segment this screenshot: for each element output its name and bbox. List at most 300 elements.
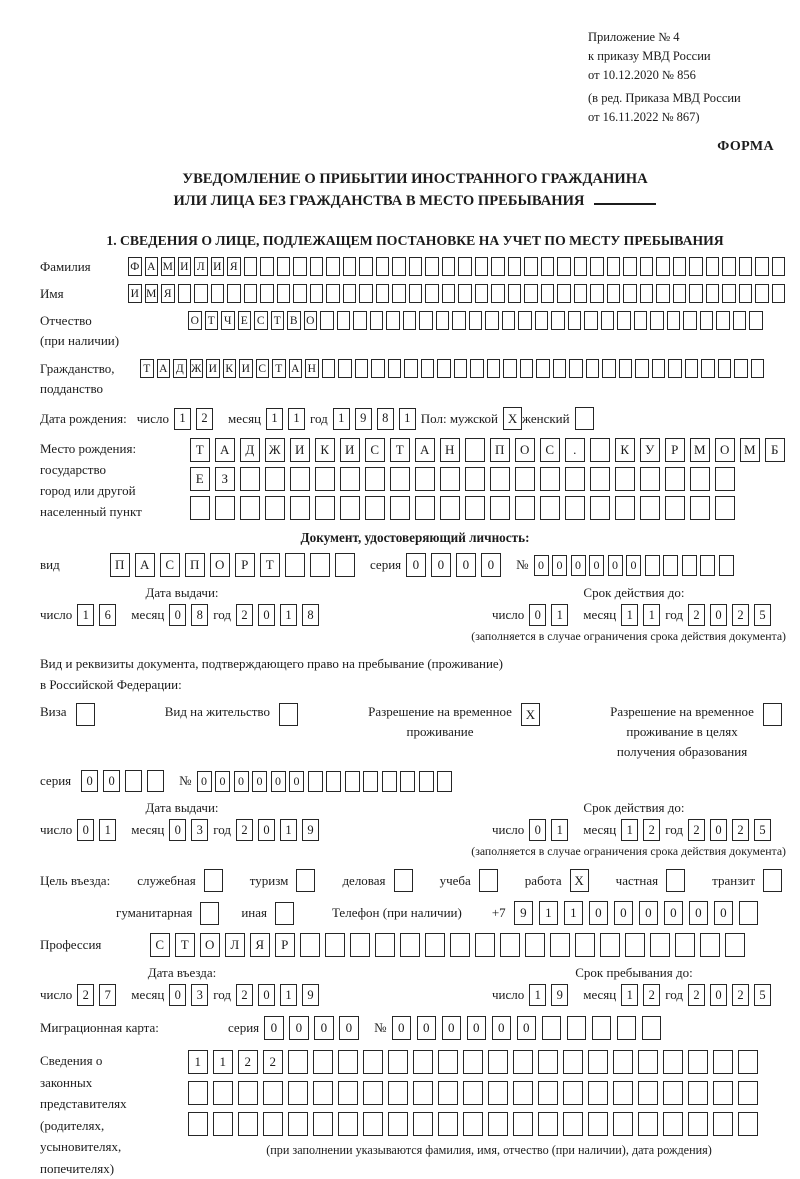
char-cell <box>194 284 208 303</box>
char-cell: С <box>365 438 385 462</box>
char-cell <box>419 771 434 792</box>
passport-valid-year-cells <box>688 604 776 626</box>
char-cell <box>688 1112 708 1136</box>
char-cell <box>491 257 505 276</box>
surname-row <box>40 257 790 276</box>
visa-checkbox <box>76 703 95 726</box>
given-name-label: Имя <box>40 286 128 302</box>
char-cell <box>285 553 305 577</box>
passport-series-cells <box>406 553 506 577</box>
residence-doc-intro <box>40 653 790 695</box>
char-cell <box>265 467 285 491</box>
char-cell <box>575 407 594 430</box>
char-cell: 7 <box>99 984 116 1006</box>
passport-valid-month-cells <box>621 604 665 626</box>
char-cell <box>491 284 505 303</box>
char-cell: 0 <box>264 1016 284 1040</box>
char-cell <box>638 1050 658 1074</box>
temp-residence-edu-line3: получения образования <box>610 742 754 762</box>
purpose-official-label: служебная <box>137 873 196 889</box>
char-cell <box>563 1050 583 1074</box>
char-cell <box>288 1050 308 1074</box>
char-cell <box>244 257 258 276</box>
permit-number-cells <box>197 771 456 792</box>
purpose-work <box>525 869 589 892</box>
char-cell <box>588 1050 608 1074</box>
char-cell <box>438 1112 458 1136</box>
char-cell <box>388 359 402 378</box>
char-cell: Я <box>161 284 175 303</box>
char-cell <box>536 359 550 378</box>
char-cell <box>400 771 415 792</box>
char-cell <box>475 257 489 276</box>
char-cell: В <box>287 311 301 330</box>
purpose-business-label: деловая <box>342 873 385 889</box>
char-cell <box>338 359 352 378</box>
char-cell <box>313 1050 333 1074</box>
char-cell: 1 <box>621 604 638 626</box>
char-cell <box>438 1081 458 1105</box>
char-cell: . <box>565 438 585 462</box>
char-cell: 2 <box>732 819 749 841</box>
entry-day-cells <box>77 984 121 1006</box>
char-cell <box>700 311 714 330</box>
purpose-private-label: частная <box>616 873 658 889</box>
char-cell: 1 <box>643 604 660 626</box>
char-cell <box>635 359 649 378</box>
purpose-tourism-label: туризм <box>250 873 289 889</box>
representatives-line3-cells <box>188 1112 790 1136</box>
residence-doc-intro-line1: Вид и реквизиты документа, подтверждающего право на пребывание (проживание) <box>40 653 790 674</box>
purpose-humanitarian <box>116 902 219 925</box>
char-cell: 1 <box>333 408 350 430</box>
char-cell <box>638 1112 658 1136</box>
char-cell <box>690 467 710 491</box>
purpose-work-label: работа <box>525 873 562 889</box>
char-cell: Т <box>260 553 280 577</box>
year-label: год <box>665 987 683 1003</box>
char-cell <box>607 284 621 303</box>
permit-valid-group <box>492 800 776 841</box>
char-cell <box>613 1112 633 1136</box>
char-cell <box>755 257 769 276</box>
char-cell <box>343 284 357 303</box>
purpose-transit <box>712 869 782 892</box>
permit-series-row <box>40 770 790 792</box>
issue-date-title: Дата выдачи: <box>40 800 324 816</box>
char-cell <box>240 496 260 520</box>
char-cell <box>479 869 498 892</box>
day-label: число <box>492 607 524 623</box>
passport-number-label: № <box>516 557 528 573</box>
char-cell <box>619 359 633 378</box>
option-visa <box>40 702 95 726</box>
char-cell: О <box>200 933 220 957</box>
char-cell <box>277 284 291 303</box>
birth-place-label <box>40 438 190 525</box>
char-cell <box>772 257 786 276</box>
char-cell: 0 <box>714 901 734 925</box>
profession-row <box>40 933 790 957</box>
month-label: месяц <box>131 607 164 623</box>
residence-permit-checkbox <box>279 703 298 726</box>
char-cell: 6 <box>99 604 116 626</box>
permit-issue-fields <box>40 819 324 841</box>
representatives-label-line6: попечителях) <box>40 1158 188 1179</box>
year-label: год <box>665 607 683 623</box>
char-cell: 9 <box>302 819 319 841</box>
char-cell <box>569 359 583 378</box>
char-cell <box>625 933 645 957</box>
passport-issue-fields <box>40 604 324 626</box>
char-cell: А <box>135 553 155 577</box>
char-cell: И <box>239 359 253 378</box>
char-cell: 0 <box>289 771 304 792</box>
char-cell: 9 <box>355 408 372 430</box>
char-cell <box>388 1112 408 1136</box>
char-cell <box>345 771 360 792</box>
entry-date-fields <box>40 984 324 1006</box>
char-cell: Ж <box>190 359 204 378</box>
char-cell <box>213 1112 233 1136</box>
passport-valid-fields <box>492 604 776 626</box>
char-cell <box>538 1081 558 1105</box>
char-cell: Р <box>235 553 255 577</box>
day-label: число <box>40 607 72 623</box>
char-cell: Т <box>271 311 285 330</box>
identity-doc-row <box>40 553 790 577</box>
char-cell <box>715 467 735 491</box>
char-cell: 0 <box>258 984 275 1006</box>
char-cell <box>722 284 736 303</box>
profession-label: Профессия <box>40 937 150 953</box>
char-cell: С <box>160 553 180 577</box>
char-cell: 0 <box>197 771 212 792</box>
char-cell <box>365 467 385 491</box>
char-cell <box>204 869 223 892</box>
char-cell <box>240 467 260 491</box>
year-label: год <box>213 822 231 838</box>
char-cell <box>690 496 710 520</box>
char-cell: И <box>340 438 360 462</box>
char-cell: 9 <box>302 984 319 1006</box>
char-cell: 1 <box>266 408 283 430</box>
char-cell <box>308 771 323 792</box>
char-cell <box>363 1112 383 1136</box>
stay-until-year-cells <box>688 984 776 1006</box>
char-cell: Д <box>173 359 187 378</box>
char-cell <box>277 257 291 276</box>
char-cell <box>338 1081 358 1105</box>
passport-issue-year-cells <box>236 604 324 626</box>
char-cell: Ф <box>128 257 142 276</box>
permit-valid-fields <box>492 819 776 841</box>
char-cell <box>663 555 678 576</box>
doc-kind-label: вид <box>40 557 110 573</box>
char-cell: 0 <box>258 604 275 626</box>
char-cell <box>315 467 335 491</box>
option-residence-permit-label: Вид на жительство <box>165 702 270 722</box>
valid-until-title: Срок действия до: <box>492 585 776 601</box>
char-cell <box>557 257 571 276</box>
char-cell: 0 <box>234 771 249 792</box>
char-cell <box>763 703 782 726</box>
stay-until-fields <box>492 984 776 1006</box>
char-cell <box>675 933 695 957</box>
char-cell: Р <box>665 438 685 462</box>
char-cell <box>615 496 635 520</box>
char-cell <box>525 933 545 957</box>
month-label: месяц <box>228 411 261 427</box>
char-cell <box>335 553 355 577</box>
char-cell <box>688 1081 708 1105</box>
char-cell: У <box>640 438 660 462</box>
sex-male-checkbox <box>503 407 522 430</box>
edition-line: от 16.11.2022 № 867) <box>588 108 790 127</box>
char-cell <box>540 496 560 520</box>
purpose-label: Цель въезда: <box>40 873 110 889</box>
char-cell: Д <box>240 438 260 462</box>
char-cell <box>487 359 501 378</box>
char-cell <box>363 1050 383 1074</box>
char-cell <box>688 1050 708 1074</box>
temp-residence-line2: проживание <box>368 722 512 742</box>
char-cell: 0 <box>215 771 230 792</box>
char-cell: Я <box>227 257 241 276</box>
char-cell <box>613 1050 633 1074</box>
char-cell <box>211 284 225 303</box>
char-cell <box>613 1081 633 1105</box>
char-cell <box>563 1081 583 1105</box>
char-cell: 2 <box>196 408 213 430</box>
char-cell: Т <box>140 359 154 378</box>
char-cell <box>425 284 439 303</box>
char-cell <box>590 438 610 462</box>
char-cell <box>502 311 516 330</box>
residence-doc-intro-line2: в Российской Федерации: <box>40 674 790 695</box>
char-cell <box>293 284 307 303</box>
char-cell: И <box>290 438 310 462</box>
char-cell: 0 <box>552 555 567 576</box>
purpose-humanitarian-label: гуманитарная <box>116 905 192 921</box>
char-cell <box>656 257 670 276</box>
char-cell <box>260 257 274 276</box>
char-cell <box>574 284 588 303</box>
title-blank-line <box>594 193 656 205</box>
char-cell <box>265 496 285 520</box>
char-cell: 0 <box>406 553 426 577</box>
passport-valid-day-cells <box>529 604 573 626</box>
permit-valid-month-cells <box>621 819 665 841</box>
surname-cells <box>128 257 788 276</box>
char-cell <box>376 257 390 276</box>
char-cell: 0 <box>252 771 267 792</box>
char-cell <box>371 359 385 378</box>
char-cell: 0 <box>169 819 186 841</box>
sex-female-label: женский <box>522 411 570 427</box>
passport-issue-month-cells <box>169 604 213 626</box>
char-cell: А <box>145 257 159 276</box>
char-cell <box>322 359 336 378</box>
purpose-study-checkbox <box>479 869 498 892</box>
char-cell <box>673 257 687 276</box>
char-cell <box>574 257 588 276</box>
char-cell: С <box>540 438 560 462</box>
char-cell: 1 <box>529 984 546 1006</box>
patronymic-label-line1: Отчество <box>40 311 188 331</box>
char-cell: 0 <box>431 553 451 577</box>
birth-place-line1-cells <box>190 438 790 462</box>
birth-place-line2-cells <box>190 467 790 491</box>
char-cell <box>588 1112 608 1136</box>
profession-cells <box>150 933 750 957</box>
char-cell <box>310 257 324 276</box>
char-cell <box>296 869 315 892</box>
char-cell <box>394 869 413 892</box>
char-cell <box>263 1112 283 1136</box>
char-cell <box>513 1050 533 1074</box>
char-cell <box>715 496 735 520</box>
char-cell <box>403 311 417 330</box>
char-cell: И <box>178 257 192 276</box>
char-cell <box>590 284 604 303</box>
char-cell: 0 <box>392 1016 412 1040</box>
char-cell <box>320 311 334 330</box>
char-cell: 0 <box>271 771 286 792</box>
issue-date-title: Дата выдачи: <box>40 585 324 601</box>
char-cell: С <box>254 311 268 330</box>
char-cell <box>663 1081 683 1105</box>
char-cell <box>700 933 720 957</box>
phone-cells <box>514 901 764 925</box>
form-label: ФОРМА <box>40 139 774 155</box>
char-cell: 1 <box>551 819 568 841</box>
year-label: год <box>665 822 683 838</box>
phone-prefix: +7 <box>492 905 506 921</box>
char-cell <box>421 359 435 378</box>
char-cell <box>326 284 340 303</box>
char-cell <box>738 1112 758 1136</box>
char-cell <box>409 284 423 303</box>
char-cell <box>673 284 687 303</box>
char-cell: 0 <box>339 1016 359 1040</box>
char-cell <box>682 555 697 576</box>
char-cell <box>238 1081 258 1105</box>
char-cell: 0 <box>710 819 727 841</box>
char-cell <box>386 311 400 330</box>
char-cell <box>458 257 472 276</box>
char-cell <box>718 359 732 378</box>
migration-number-cells <box>392 1016 667 1040</box>
day-label: число <box>492 822 524 838</box>
char-cell: Л <box>225 933 245 957</box>
char-cell <box>508 284 522 303</box>
char-cell: О <box>188 311 202 330</box>
char-cell <box>404 359 418 378</box>
char-cell: С <box>256 359 270 378</box>
purpose-other-label: иная <box>241 905 267 921</box>
char-cell <box>244 284 258 303</box>
permit-series-cells <box>81 770 169 792</box>
permit-issue-group <box>40 800 324 841</box>
char-cell: П <box>490 438 510 462</box>
char-cell: 1 <box>621 819 638 841</box>
char-cell <box>313 1081 333 1105</box>
char-cell: И <box>128 284 142 303</box>
char-cell <box>607 257 621 276</box>
char-cell <box>419 311 433 330</box>
char-cell: 1 <box>188 1050 208 1074</box>
char-cell: Т <box>205 311 219 330</box>
phone-label: Телефон (при наличии) <box>332 905 462 921</box>
patronymic-cells <box>188 311 766 330</box>
char-cell: 2 <box>238 1050 258 1074</box>
char-cell <box>350 933 370 957</box>
char-cell: 1 <box>99 819 116 841</box>
char-cell: С <box>150 933 170 957</box>
passport-validity-note: (заполняется в случае ограничения срока действия документа) <box>40 629 786 644</box>
char-cell: 9 <box>551 984 568 1006</box>
stay-until-month-cells <box>621 984 665 1006</box>
month-label: месяц <box>583 607 616 623</box>
char-cell <box>663 1050 683 1074</box>
representatives-label-line1: Сведения о <box>40 1050 188 1072</box>
char-cell: 0 <box>571 555 586 576</box>
char-cell <box>365 496 385 520</box>
migration-series-label: серия <box>228 1020 259 1036</box>
char-cell <box>568 311 582 330</box>
char-cell <box>623 257 637 276</box>
char-cell <box>513 1081 533 1105</box>
char-cell <box>513 1112 533 1136</box>
char-cell: 9 <box>514 901 534 925</box>
purpose-private <box>616 869 685 892</box>
char-cell <box>188 1112 208 1136</box>
char-cell: 0 <box>534 555 549 576</box>
char-cell <box>541 284 555 303</box>
char-cell <box>363 771 378 792</box>
char-cell: Р <box>275 933 295 957</box>
char-cell <box>442 257 456 276</box>
char-cell <box>436 311 450 330</box>
temp-residence-education-checkbox <box>763 703 782 726</box>
birth-day-cells <box>174 408 218 430</box>
char-cell <box>490 496 510 520</box>
char-cell <box>300 933 320 957</box>
reference-line: от 10.12.2020 № 856 <box>588 66 790 85</box>
entry-date-title: Дата въезда: <box>40 965 324 981</box>
char-cell <box>755 284 769 303</box>
representatives-label <box>40 1050 188 1179</box>
order-reference-block <box>588 28 790 127</box>
char-cell: 0 <box>710 984 727 1006</box>
year-label: год <box>213 987 231 1003</box>
char-cell <box>557 284 571 303</box>
char-cell <box>524 257 538 276</box>
char-cell: Б <box>765 438 785 462</box>
char-cell: 1 <box>551 604 568 626</box>
birth-place-block <box>40 438 790 525</box>
char-cell: 0 <box>169 604 186 626</box>
char-cell <box>763 869 782 892</box>
char-cell <box>425 933 445 957</box>
citizenship-label-line2: подданство <box>40 379 140 399</box>
form-title-line1: УВЕДОМЛЕНИЕ О ПРИБЫТИИ ИНОСТРАННОГО ГРАЖДАНИНА <box>40 168 790 190</box>
char-cell <box>601 311 615 330</box>
char-cell: М <box>161 257 175 276</box>
permit-series-label: серия <box>40 773 71 789</box>
stay-until-group <box>492 965 776 1006</box>
